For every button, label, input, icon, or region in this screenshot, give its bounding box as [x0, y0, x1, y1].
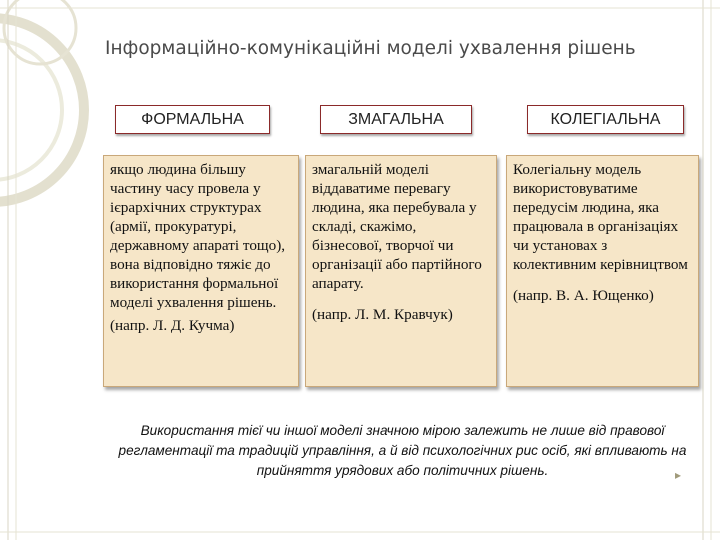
- header-formal: ФОРМАЛЬНА: [115, 105, 270, 134]
- competitive-model-box: [305, 155, 497, 387]
- competitive-example: (напр. Л. М. Кравчук): [312, 306, 453, 323]
- competitive-description: змагальній моделі віддаватиме перевагу людина, яка перебувала у складі, скажімо, бізнесової, творчої чи організації або партійного апарату.: [312, 161, 482, 292]
- formal-model-box: [103, 155, 299, 387]
- header-collegial: КОЛЕГІАЛЬНА: [527, 105, 684, 134]
- footer-note: Використання тієї чи іншої моделі значною мірою залежить не лише від правової регламентації та традицій управління, а й від психологічних рис осіб, які впливають на прийняття урядових або політичних рішень.: [118, 423, 687, 478]
- collegial-example: (напр. В. А. Ющенко): [513, 287, 654, 304]
- formal-example: (напр. Л. Д. Кучма): [110, 317, 235, 334]
- collegial-description: Колегіальну модель використовуватиме передусім людина, яка працювала в організаціях чи установах з колективним керівництвом: [513, 161, 688, 273]
- collegial-model-box: [506, 155, 699, 387]
- slide-title: Інформаційно-комунікаційні моделі ухвалення рішень: [105, 38, 636, 59]
- header-competitive: ЗМАГАЛЬНА: [320, 105, 472, 134]
- formal-description: якщо людина більшу частину часу провела у ієрархічних структурах (армії, прокуратурі, державному апараті тощо), вона відповідно тяжіє до використання формальної моделі ухвалення рішень.: [110, 161, 286, 311]
- next-arrow-icon: ▸: [675, 468, 682, 482]
